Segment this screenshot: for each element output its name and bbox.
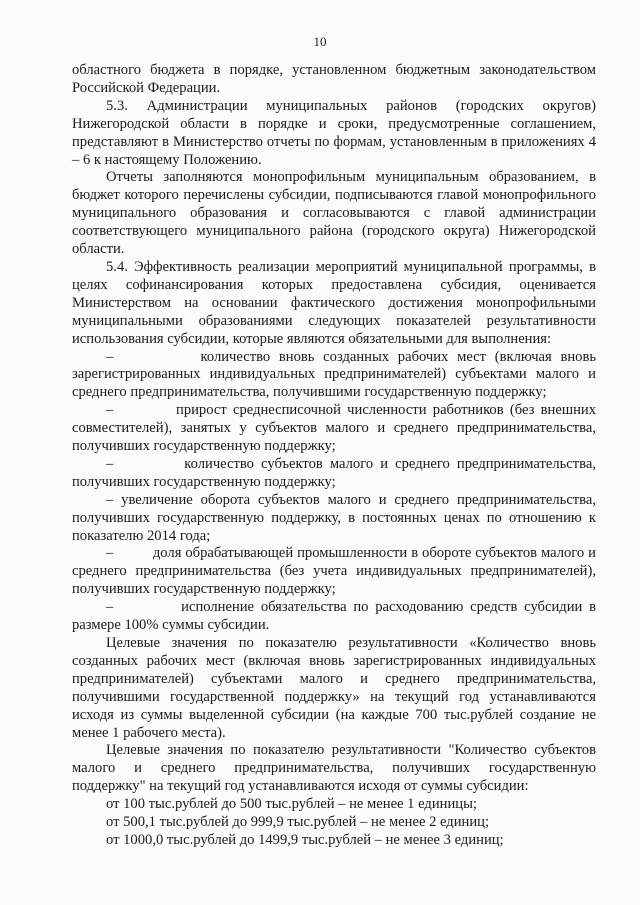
paragraph-5-3: 5.3. Администрации муниципальных районов (городских округов) Нижегородской области в порядке и сроки, предусмотренные соглашением, представляют в Министерство отчеты по формам, установленным в приложениях 4 – 6 к настоящему Положению. — [72, 97, 600, 168]
page-number: 10 — [313, 34, 327, 49]
paragraph-target-sme-count: Целевые значения по показателю результативности "Количество субъектов малого и среднего предпринимательства, получивших государственную поддержку" на текущий год устанавливаются исходя от суммы субсидии: — [72, 742, 600, 795]
list-item-employee-growth: – прирост среднесписочной численности работников (без внешних совместителей), занятых у субъектов малого и среднего предпринимательства, получивших государственную поддержку; — [72, 402, 600, 455]
paragraph-reports: Отчеты заполняются монопрофильным муниципальным образованием, в бюджет которого перечислены субсидии, подписываются главой монопрофильного муниципального образования и согласовываются с главой администрации соответствующего муниципального района (городского округа) Нижегородской области. — [72, 169, 600, 258]
list-item-turnover: – увеличение оборота субъектов малого и среднего предпринимательства, получивших государственную поддержку, в постоянных ценах по отношению к показателю 2014 года; — [72, 491, 600, 544]
list-item-new-jobs: – количество вновь созданных рабочих мест (включая вновь зарегистрированных индивидуальных предпринимателей) субъектами малого и среднего предпринимательства, получившими государственную поддержку; — [72, 348, 600, 401]
range-line-2: от 500,1 тыс.рублей до 999,9 тыс.рублей – не менее 2 единиц; — [106, 814, 490, 831]
range-line-3: от 1000,0 тыс.рублей до 1499,9 тыс.рублей – не менее 3 единиц; — [106, 831, 504, 848]
range-line-1: от 100 тыс.рублей до 500 тыс.рублей – не менее 1 единицы; — [106, 796, 477, 813]
list-item-manufacturing-share: – доля обрабатывающей промышленности в обороте субъектов малого и среднего предпринимательства (без учета индивидуальных предпринимателей), получивших государственную поддержку; — [72, 545, 600, 598]
paragraph-target-jobs: Целевые значения по показателю результативности «Количество вновь созданных рабочих мест (включая вновь зарегистрированных индивидуальных предпринимателей) субъектами малого и среднего предпринимательства, получившими государственной поддержку» на текущий год устанавливаются исходя из суммы выделенной субсидии (на каждые 700 тыс.рублей создание не менее 1 рабочего места). — [72, 635, 600, 741]
document-body — [72, 62, 600, 850]
paragraph-5-4: 5.4. Эффективность реализации мероприятий муниципальной программы, в целях софинансирования которых предоставлена субсидия, оценивается Министерством на основании фактического достижения монопрофильными муниципальными образованиями следующих показателей результативности использования субсидии, которые являются обязательными для выполнения: — [72, 258, 600, 347]
paragraph-budget-continuation: областного бюджета в порядке, установленном бюджетным законодательством Российской Федерации. — [72, 62, 596, 96]
list-item-sme-count: – количество субъектов малого и среднего предпринимательства, получивших государственную поддержку; — [72, 455, 600, 490]
list-item-subsidy-spending: – исполнение обязательства по расходованию средств субсидии в размере 100% суммы субсидии. — [72, 599, 600, 634]
